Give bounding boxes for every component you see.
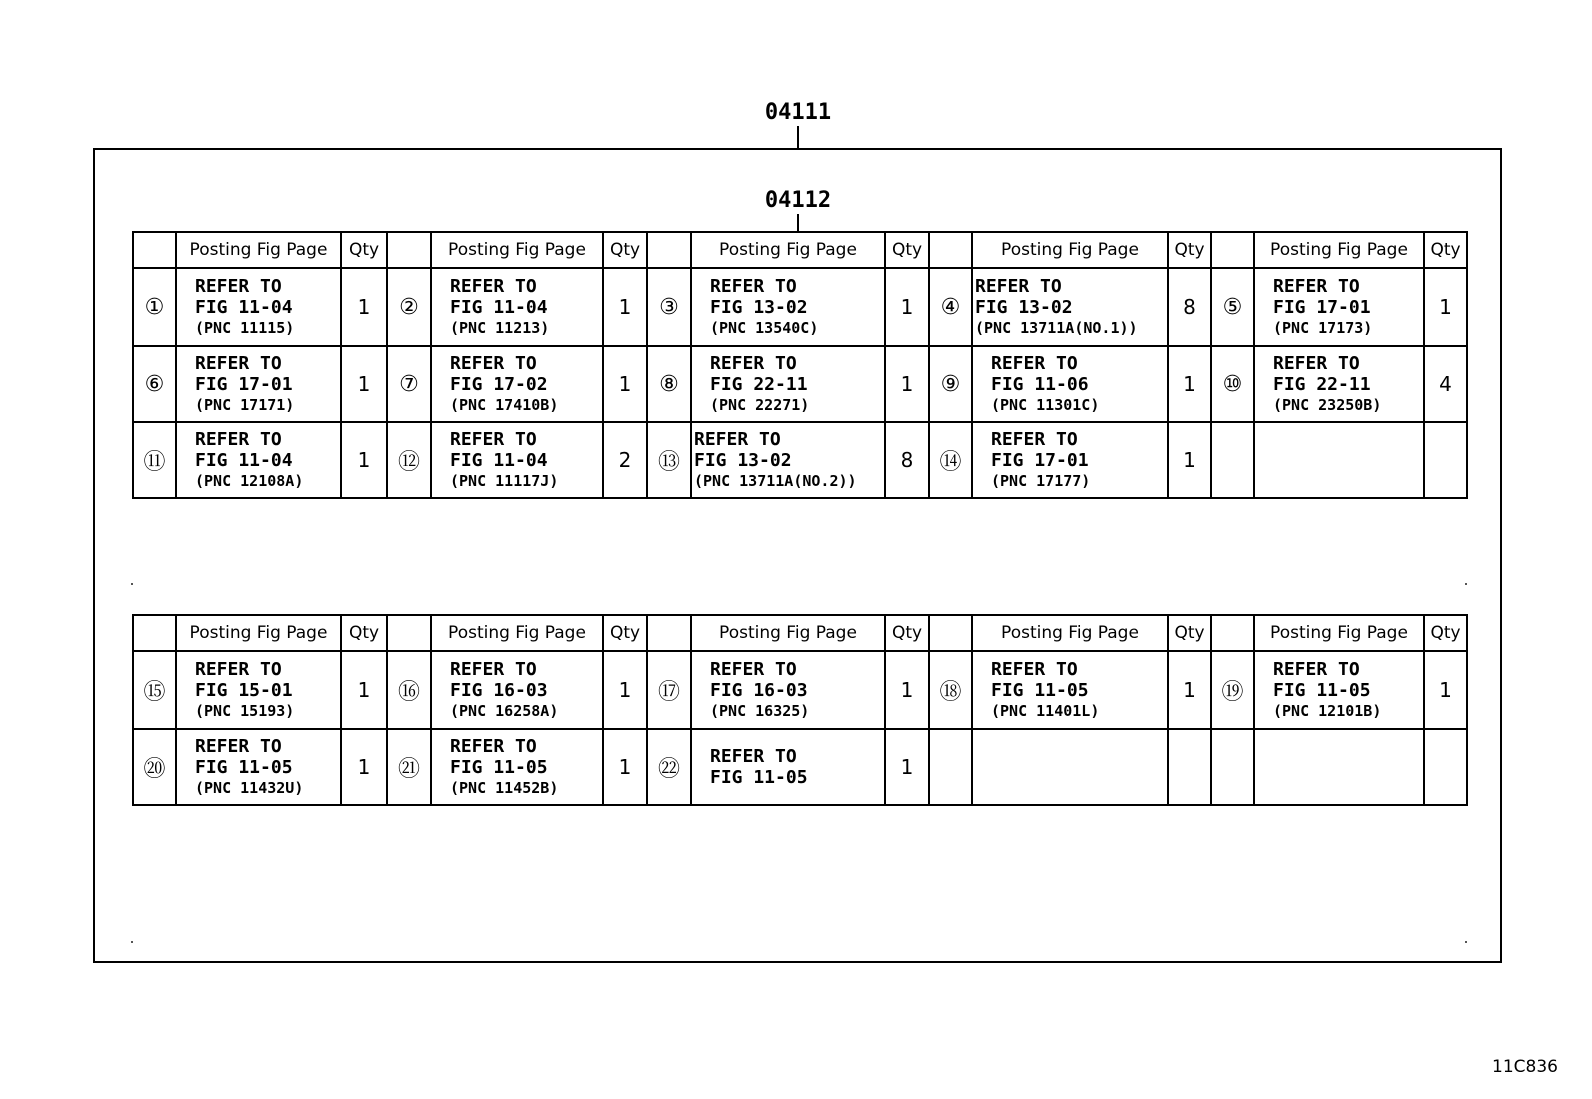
qty-header: Qty — [341, 615, 387, 651]
corner-dot — [131, 583, 133, 585]
quantity-value: 1 — [885, 729, 929, 805]
num-header-cell — [929, 232, 972, 268]
callout-number: ⑨ — [929, 346, 972, 422]
figure-link[interactable]: FIG 11-05 — [195, 757, 293, 778]
header-row — [133, 615, 1467, 651]
reference-cell — [1254, 729, 1424, 805]
pnc-text: (PNC 23250B) — [1273, 396, 1382, 414]
refer-to-text: REFER TO — [450, 276, 537, 297]
num-header-cell — [929, 615, 972, 651]
quantity-value: 1 — [885, 651, 929, 729]
quantity-value: 1 — [1168, 346, 1211, 422]
refer-to-text: REFER TO — [710, 353, 797, 374]
callout-number: ⑫ — [387, 422, 431, 498]
parts-reference-table-2 — [132, 614, 1468, 806]
reference-cell — [691, 651, 885, 729]
num-header-cell — [647, 615, 691, 651]
posting-fig-page-header: Posting Fig Page — [691, 232, 885, 268]
pnc-text: (PNC 11432U) — [195, 779, 304, 797]
reference-cell — [176, 651, 341, 729]
quantity-value: 1 — [341, 729, 387, 805]
figure-link[interactable]: FIG 11-05 — [991, 680, 1089, 701]
posting-fig-page-header: Posting Fig Page — [431, 615, 603, 651]
refer-to-text: REFER TO — [450, 659, 537, 680]
callout-number: ④ — [929, 268, 972, 346]
quantity-value: 1 — [1424, 651, 1467, 729]
reference-cell — [972, 729, 1168, 805]
quantity-value: 8 — [1168, 268, 1211, 346]
refer-to-text: REFER TO — [1273, 353, 1360, 374]
posting-fig-page-header: Posting Fig Page — [431, 232, 603, 268]
refer-to-text: REFER TO — [195, 276, 282, 297]
quantity-value: 1 — [1424, 268, 1467, 346]
reference-cell — [691, 729, 885, 805]
callout-number: ⑱ — [929, 651, 972, 729]
num-header-cell — [647, 232, 691, 268]
num-header-cell — [133, 615, 176, 651]
quantity-value: 1 — [341, 268, 387, 346]
figure-link[interactable]: FIG 11-04 — [450, 450, 548, 471]
figure-link[interactable]: FIG 11-04 — [450, 297, 548, 318]
refer-to-text: REFER TO — [1273, 276, 1360, 297]
pnc-text: (PNC 16325) — [710, 702, 810, 720]
quantity-value: 1 — [885, 268, 929, 346]
num-header-cell — [133, 232, 176, 268]
quantity-value: 1 — [603, 268, 647, 346]
corner-dot — [131, 941, 133, 943]
quantity-value: 1 — [1168, 651, 1211, 729]
reference-cell — [1254, 268, 1424, 346]
figure-link[interactable]: FIG 17-01 — [991, 450, 1089, 471]
reference-cell — [176, 422, 341, 498]
refer-to-text: REFER TO — [991, 353, 1078, 374]
reference-cell — [1254, 422, 1424, 498]
callout-number: ⑰ — [647, 651, 691, 729]
posting-fig-page-header: Posting Fig Page — [972, 232, 1168, 268]
qty-header: Qty — [885, 615, 929, 651]
figure-link[interactable]: FIG 13-02 — [710, 297, 808, 318]
pnc-text: (PNC 17177) — [991, 472, 1091, 490]
posting-fig-page-header: Posting Fig Page — [1254, 615, 1424, 651]
refer-to-text: REFER TO — [195, 429, 282, 450]
callout-number: ⑳ — [133, 729, 176, 805]
quantity-value — [1168, 729, 1211, 805]
pnc-text: (PNC 13540C) — [710, 319, 819, 337]
callout-number: ⑭ — [929, 422, 972, 498]
reference-cell — [972, 651, 1168, 729]
posting-fig-page-header: Posting Fig Page — [972, 615, 1168, 651]
pnc-text: (PNC 11115) — [195, 319, 295, 337]
quantity-value: 8 — [885, 422, 929, 498]
qty-header: Qty — [341, 232, 387, 268]
callout-number: ⑮ — [133, 651, 176, 729]
posting-fig-page-header: Posting Fig Page — [1254, 232, 1424, 268]
figure-link[interactable]: FIG 17-01 — [195, 374, 293, 395]
qty-header: Qty — [1424, 615, 1467, 651]
figure-link[interactable]: FIG 11-05 — [450, 757, 548, 778]
pnc-text: (PNC 17410B) — [450, 396, 559, 414]
callout-number: ② — [387, 268, 431, 346]
posting-fig-page-header: Posting Fig Page — [691, 615, 885, 651]
refer-to-text: REFER TO — [975, 276, 1062, 297]
figure-link[interactable]: FIG 11-04 — [195, 297, 293, 318]
callout-number: ① — [133, 268, 176, 346]
figure-link[interactable]: FIG 11-06 — [991, 374, 1089, 395]
quantity-value: 1 — [603, 729, 647, 805]
reference-cell — [972, 346, 1168, 422]
quantity-value: 2 — [603, 422, 647, 498]
callout-number: ⑤ — [1211, 268, 1254, 346]
sub-assembly-leader-line — [797, 214, 799, 232]
figure-link[interactable]: FIG 17-02 — [450, 374, 548, 395]
qty-header: Qty — [1424, 232, 1467, 268]
figure-link[interactable]: FIG 11-05 — [710, 767, 808, 788]
pnc-text: (PNC 22271) — [710, 396, 810, 414]
figure-link[interactable]: FIG 11-04 — [195, 450, 293, 471]
figure-link[interactable]: FIG 13-02 — [975, 297, 1073, 318]
qty-header: Qty — [1168, 232, 1211, 268]
refer-to-text: REFER TO — [450, 353, 537, 374]
pnc-text: (PNC 11117J) — [450, 472, 559, 490]
refer-to-text: REFER TO — [710, 276, 797, 297]
qty-header: Qty — [603, 232, 647, 268]
figure-link[interactable]: FIG 22-11 — [710, 374, 808, 395]
pnc-text: (PNC 11301C) — [991, 396, 1100, 414]
callout-number: ⑥ — [133, 346, 176, 422]
callout-number — [929, 729, 972, 805]
quantity-value — [1424, 729, 1467, 805]
refer-to-text: REFER TO — [710, 746, 797, 767]
pnc-text: (PNC 12108A) — [195, 472, 304, 490]
reference-cell — [691, 346, 885, 422]
pnc-text: (PNC 17171) — [195, 396, 295, 414]
callout-number: ⑩ — [1211, 346, 1254, 422]
illustration-code: 11C836 — [1492, 1057, 1558, 1077]
callout-number: ⑦ — [387, 346, 431, 422]
pnc-text: (PNC 11452B) — [450, 779, 559, 797]
refer-to-text: REFER TO — [450, 429, 537, 450]
reference-cell — [176, 729, 341, 805]
refer-to-text: REFER TO — [694, 429, 781, 450]
quantity-value: 1 — [603, 346, 647, 422]
refer-to-text: REFER TO — [991, 659, 1078, 680]
figure-link[interactable]: FIG 22-11 — [1273, 374, 1371, 395]
callout-number: ⑯ — [387, 651, 431, 729]
reference-cell — [431, 729, 603, 805]
callout-number: ⑧ — [647, 346, 691, 422]
pnc-text: (PNC 12101B) — [1273, 702, 1382, 720]
pnc-text: (PNC 15193) — [195, 702, 295, 720]
callout-number: ㉒ — [647, 729, 691, 805]
callout-number — [1211, 729, 1254, 805]
pnc-text: (PNC 11213) — [450, 319, 550, 337]
quantity-value: 1 — [603, 651, 647, 729]
qty-header: Qty — [1168, 615, 1211, 651]
quantity-value: 1 — [1168, 422, 1211, 498]
callout-number: ③ — [647, 268, 691, 346]
pnc-text: (PNC 13711A(NO.1)) — [975, 319, 1138, 337]
quantity-value: 4 — [1424, 346, 1467, 422]
quantity-value: 1 — [341, 346, 387, 422]
posting-fig-page-header: Posting Fig Page — [176, 232, 341, 268]
corner-dot — [1465, 583, 1467, 585]
quantity-value: 1 — [341, 422, 387, 498]
posting-fig-page-header: Posting Fig Page — [176, 615, 341, 651]
reference-cell — [431, 346, 603, 422]
figure-link[interactable]: FIG 16-03 — [710, 680, 808, 701]
table-row — [133, 422, 1467, 498]
parts-reference-table-1 — [132, 231, 1468, 499]
callout-number: ⑬ — [647, 422, 691, 498]
refer-to-text: REFER TO — [195, 659, 282, 680]
figure-link[interactable]: FIG 15-01 — [195, 680, 293, 701]
refer-to-text: REFER TO — [710, 659, 797, 680]
callout-number: ⑲ — [1211, 651, 1254, 729]
refer-to-text: REFER TO — [195, 353, 282, 374]
refer-to-text: REFER TO — [1273, 659, 1360, 680]
corner-dot — [1465, 941, 1467, 943]
quantity-value: 1 — [885, 346, 929, 422]
num-header-cell — [1211, 615, 1254, 651]
pnc-text: (PNC 17173) — [1273, 319, 1373, 337]
qty-header: Qty — [885, 232, 929, 268]
callout-number: ⑪ — [133, 422, 176, 498]
reference-cell — [691, 268, 885, 346]
num-header-cell — [387, 615, 431, 651]
figure-link[interactable]: FIG 17-01 — [1273, 297, 1371, 318]
header-row — [133, 232, 1467, 268]
table-row — [133, 346, 1467, 422]
assembly-leader-line — [797, 126, 799, 148]
table-row — [133, 729, 1467, 805]
quantity-value: 1 — [341, 651, 387, 729]
reference-cell — [1254, 346, 1424, 422]
pnc-text: (PNC 11401L) — [991, 702, 1100, 720]
reference-cell — [431, 422, 603, 498]
num-header-cell — [387, 232, 431, 268]
callout-number: ㉑ — [387, 729, 431, 805]
refer-to-text: REFER TO — [195, 736, 282, 757]
pnc-text: (PNC 16258A) — [450, 702, 559, 720]
refer-to-text: REFER TO — [991, 429, 1078, 450]
reference-cell — [972, 268, 1168, 346]
num-header-cell — [1211, 232, 1254, 268]
sub-assembly-code-label: 04112 — [764, 188, 832, 213]
reference-cell — [176, 268, 341, 346]
figure-link[interactable]: FIG 11-05 — [1273, 680, 1371, 701]
assembly-code-label: 04111 — [764, 100, 832, 125]
quantity-value — [1424, 422, 1467, 498]
reference-cell — [176, 346, 341, 422]
table-row — [133, 651, 1467, 729]
reference-cell — [431, 651, 603, 729]
qty-header: Qty — [603, 615, 647, 651]
reference-cell — [972, 422, 1168, 498]
table-row — [133, 268, 1467, 346]
figure-link[interactable]: FIG 13-02 — [694, 450, 792, 471]
figure-link[interactable]: FIG 16-03 — [450, 680, 548, 701]
reference-cell — [1254, 651, 1424, 729]
reference-cell — [431, 268, 603, 346]
callout-number — [1211, 422, 1254, 498]
refer-to-text: REFER TO — [450, 736, 537, 757]
pnc-text: (PNC 13711A(NO.2)) — [694, 472, 857, 490]
reference-cell — [691, 422, 885, 498]
